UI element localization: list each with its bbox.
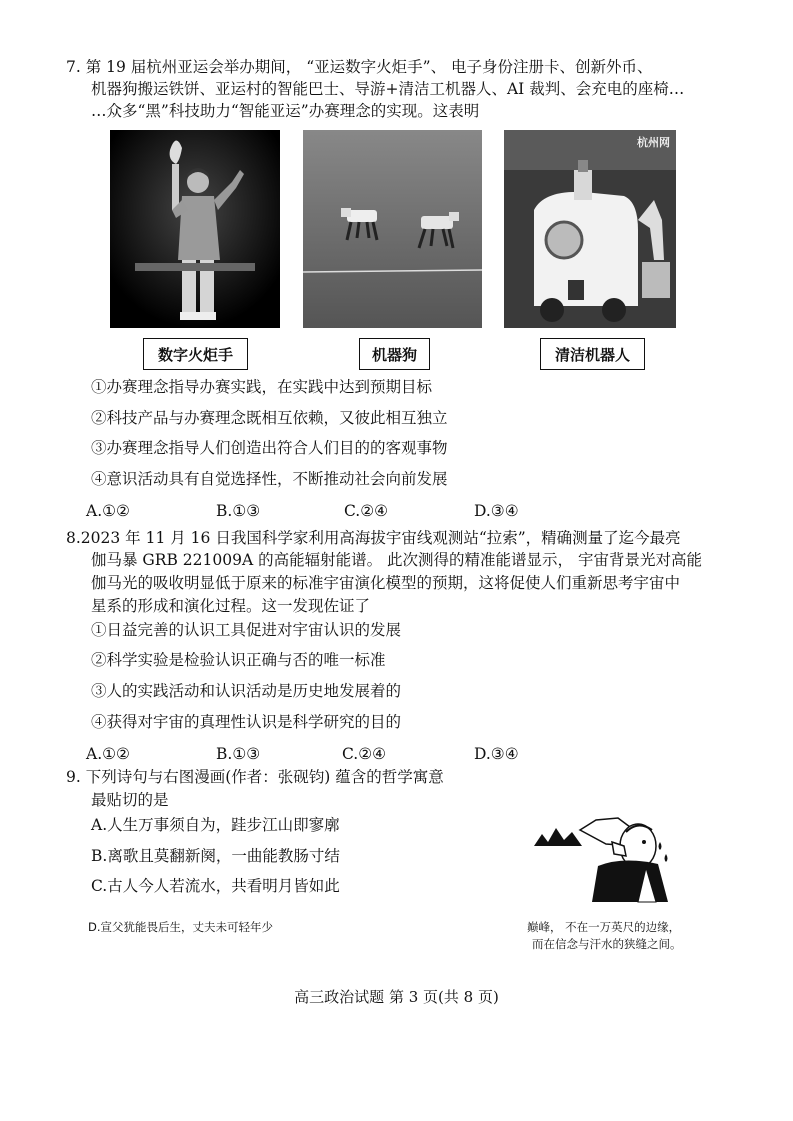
q8-option-d: D.③④ bbox=[474, 745, 519, 763]
q8-statement-2: ②科学实验是检验认识正确与否的唯一标准 bbox=[91, 651, 386, 669]
robot-dog-photo bbox=[303, 130, 482, 328]
cartoon-caption-line1: 巅峰， 不在一万英尺的边缘， bbox=[527, 920, 681, 934]
q7-stem-line1: 7. 第 19 届杭州亚运会举办期间， “亚运数字火炬手”、 电子身份注册卡、创新外币、 bbox=[66, 58, 653, 76]
q8-option-a: A.①② bbox=[86, 745, 130, 763]
q7-statement-2: ②科技产品与办赛理念既相互依赖，又彼此相互独立 bbox=[91, 409, 448, 427]
q7-stem-line3: …众多“黑”科技助力“智能亚运”办赛理念的实现。这表明 bbox=[91, 102, 480, 120]
q9-option-b: B.离歌且莫翻新阕，一曲能教肠寸结 bbox=[91, 847, 340, 865]
caption-digital-torchbearer: 数字火炬手 bbox=[143, 338, 248, 370]
caption-robot-dog: 机器狗 bbox=[359, 338, 430, 370]
q8-statement-3: ③人的实践活动和认识活动是历史地发展着的 bbox=[91, 682, 402, 700]
q8-option-c: C.②④ bbox=[342, 745, 387, 763]
digital-torchbearer-photo bbox=[110, 130, 280, 328]
page-footer: 高三政治试题 第 3 页(共 8 页) bbox=[294, 988, 499, 1006]
q8-statement-4: ④获得对宇宙的真理性认识是科学研究的目的 bbox=[91, 713, 402, 731]
q9-option-a: A.人生万事须自为，跬步江山即寥廓 bbox=[91, 816, 340, 834]
q9-stem-line1: 9. 下列诗句与右图漫画(作者：张砚钧) 蕴含的哲学寓意 bbox=[66, 768, 444, 786]
watermark-label: 杭州网 bbox=[637, 136, 670, 149]
q8-stem-line2: 伽马暴 GRB 221009A 的高能辐射能谱。 此次测得的精准能谱显示， 宇宙背景光对高能 bbox=[91, 551, 702, 569]
q7-statement-1: ①办赛理念指导办赛实践，在实践中达到预期目标 bbox=[91, 378, 433, 396]
q8-option-b: B.①③ bbox=[216, 745, 261, 763]
q8-stem-line1: 8.2023 年 11 月 16 日我国科学家利用高海拔宇宙线观测站“拉索”，精确测量了迄今最亮 bbox=[66, 529, 681, 547]
cleaning-robot-photo bbox=[504, 130, 676, 328]
q7-option-c: C.②④ bbox=[344, 502, 389, 520]
q7-option-a: A.①② bbox=[86, 502, 130, 520]
q7-option-d: D.③④ bbox=[474, 502, 519, 520]
q9-option-d: D.宣父犹能畏后生，丈夫未可轻年少 bbox=[88, 920, 274, 934]
q9-option-c: C.古人今人若流水，共看明月皆如此 bbox=[91, 877, 340, 895]
mountain-climber-cartoon bbox=[526, 806, 686, 906]
q8-stem-line3: 伽马光的吸收明显低于原来的标准宇宙演化模型的预期，这将促使人们重新思考宇宙中 bbox=[91, 574, 681, 592]
q8-stem-line4: 星系的形成和演化过程。这一发现佐证了 bbox=[91, 597, 371, 615]
q7-stem-line2: 机器狗搬运铁饼、亚运村的智能巴士、导游+清洁工机器人、AI 裁判、会充电的座椅… bbox=[91, 80, 685, 98]
q7-statement-4: ④意识活动具有自觉选择性，不断推动社会向前发展 bbox=[91, 470, 448, 488]
q8-statement-1: ①日益完善的认识工具促进对宇宙认识的发展 bbox=[91, 621, 402, 639]
q7-statement-3: ③办赛理念指导人们创造出符合人们目的的客观事物 bbox=[91, 439, 448, 457]
q7-option-b: B.①③ bbox=[216, 502, 261, 520]
q9-stem-line2: 最贴切的是 bbox=[91, 791, 169, 809]
cartoon-caption-line2: 而在信念与汗水的狭缝之间。 bbox=[532, 937, 682, 951]
caption-cleaning-robot: 清洁机器人 bbox=[540, 338, 645, 370]
